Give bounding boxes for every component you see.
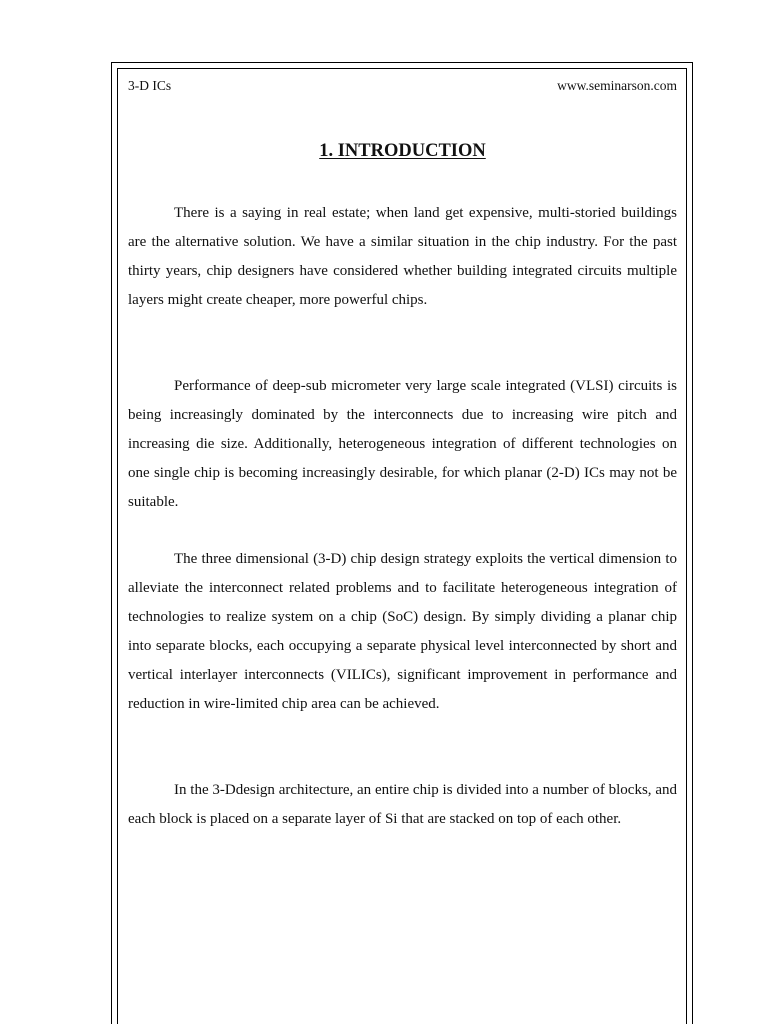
header-document-title: 3-D ICs xyxy=(128,78,172,93)
paragraph-4: In the 3-Ddesign architecture, an entire chip is divided into a number of blocks, and each block is placed on a separate layer of Si that are stacked on top of each other. xyxy=(128,782,677,827)
header-website: www.seminarson.com xyxy=(557,78,677,93)
page-header xyxy=(128,78,677,94)
paragraph-1: There is a saying in real estate; when land get expensive, multi-storied buildings are the alternative solution. We have a similar situation in the chip industry. For the past thirty years, chip designers have considered whether building integrated circuits multiple layers might create cheaper, more powerful chips. xyxy=(128,205,677,308)
paragraph-2: Performance of deep-sub micrometer very large scale integrated (VLSI) circuits is being increasingly dominated by the interconnects due to increasing wire pitch and increasing die size. Additionally, heterogeneous integration of different technologies on one single chip is becoming increasingly desirable, for which planar (2-D) ICs may not be suitable. xyxy=(128,378,677,510)
section-title: 1. INTRODUCTION xyxy=(319,141,486,161)
paragraph-3: The three dimensional (3-D) chip design strategy exploits the vertical dimension to alleviate the interconnect related problems and to facilitate heterogeneous integration of technologies to realize system on a chip (SoC) design. By simply dividing a planar chip into separate blocks, each occupying a separate physical level interconnected by short and vertical interlayer interconnects (VILICs), significant improvement in performance and reduction in wire-limited chip area can be achieved. xyxy=(128,551,677,712)
